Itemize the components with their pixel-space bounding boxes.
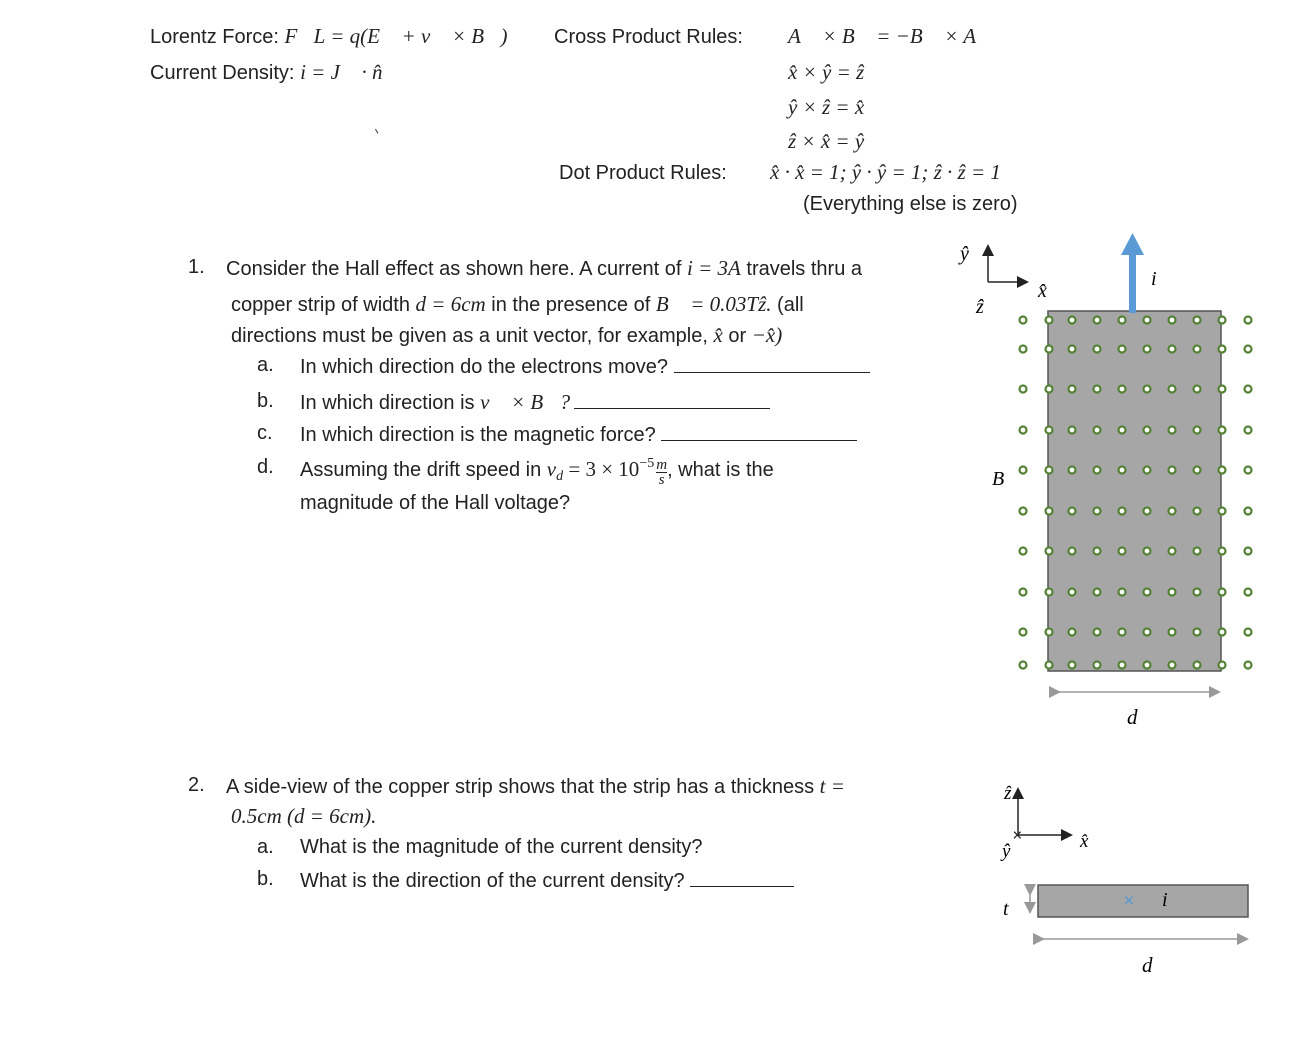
b-field-dot xyxy=(1144,427,1151,434)
current-density-line xyxy=(150,60,382,85)
q2b-answer-blank[interactable] xyxy=(690,868,794,887)
q2-line-2: 0.5cm (d = 6cm). xyxy=(231,804,377,828)
b-field-dot xyxy=(1046,427,1053,434)
x-axis-label: x̂ xyxy=(1080,831,1089,852)
q2-text: A side-view of the copper strip shows that the strip has a thickness xyxy=(226,776,820,798)
b-field-dot xyxy=(1094,548,1101,555)
b-field-dot xyxy=(1020,548,1027,555)
b-field-dot xyxy=(1219,662,1226,669)
dot-product-label: Dot Product Rules: xyxy=(559,162,727,184)
q1a-text xyxy=(300,354,870,379)
q1-text: Consider the Hall effect as shown here. A current of xyxy=(226,258,687,280)
current-arrow-shaft xyxy=(1129,253,1136,313)
b-field-dot xyxy=(1219,589,1226,596)
b-field-dot xyxy=(1094,589,1101,596)
q1a-answer-blank[interactable] xyxy=(674,354,870,373)
lorentz-force-label: Lorentz Force: xyxy=(150,26,279,48)
b-field-dot xyxy=(1144,346,1151,353)
b-field-dot xyxy=(1020,508,1027,515)
b-field-dot xyxy=(1144,467,1151,474)
b-field-dot xyxy=(1119,427,1126,434)
b-field-dot xyxy=(1119,467,1126,474)
q1b-text xyxy=(300,390,770,415)
b-field-dot xyxy=(1020,386,1027,393)
current-arrow-head xyxy=(1121,233,1144,255)
q1d-math-sub: d xyxy=(556,469,564,484)
cross-product-rule-3: ŷ × ẑ = x̂ xyxy=(788,95,865,119)
b-field-dot xyxy=(1046,662,1053,669)
z-axis-label: ẑ xyxy=(1004,783,1012,804)
b-field-dot xyxy=(1194,508,1201,515)
q1a-letter: a. xyxy=(257,354,274,376)
q1-text: travels thru a xyxy=(740,258,863,280)
b-field-dot xyxy=(1245,317,1252,324)
q1b-math: v⃗ × B⃗? xyxy=(480,390,571,414)
dot-product-note: (Everything else is zero) xyxy=(803,193,1018,215)
b-field-dot xyxy=(1144,386,1151,393)
b-field-dot xyxy=(1194,629,1201,636)
q2a-text: What is the magnitude of the current density? xyxy=(300,836,703,858)
q2-number: 2. xyxy=(188,774,205,796)
current-density-label: Current Density: xyxy=(150,62,295,84)
b-field-dot xyxy=(1020,629,1027,636)
b-field-dot xyxy=(1069,317,1076,324)
b-field-dot xyxy=(1245,346,1252,353)
b-field-dot xyxy=(1094,427,1101,434)
q1d-letter: d. xyxy=(257,456,274,478)
q1-current-value: i = 3A xyxy=(687,256,741,280)
b-field-dot xyxy=(1219,548,1226,555)
b-field-dot xyxy=(1094,317,1101,324)
b-field-dot xyxy=(1169,508,1176,515)
b-field-dot xyxy=(1119,629,1126,636)
b-field-dot xyxy=(1094,629,1101,636)
b-field-dot xyxy=(1069,589,1076,596)
q1c-answer-blank[interactable] xyxy=(661,422,857,441)
b-field-dot xyxy=(1144,629,1151,636)
b-field-dot xyxy=(1046,508,1053,515)
b-field-dot xyxy=(1144,317,1151,324)
lorentz-force-expr: F⃗L = q(E⃗ + v⃗ × B⃗) xyxy=(284,24,508,48)
b-field-dot xyxy=(1194,662,1201,669)
b-field-dot xyxy=(1219,629,1226,636)
y-axis-label: ŷ xyxy=(960,243,969,265)
cross-product-rule-2: x̂ × ŷ = ẑ xyxy=(788,60,865,84)
b-field-dot xyxy=(1194,467,1201,474)
q1d-question-cont: , what is the xyxy=(667,459,774,481)
q1a-question: In which direction do the electrons move? xyxy=(300,356,668,378)
hall-effect-top-view xyxy=(940,225,1270,740)
q1d-math-eq: = 3 × 10 xyxy=(563,457,640,481)
b-field-dot xyxy=(1094,508,1101,515)
q1d-text-line2: magnitude of the Hall voltage? xyxy=(300,492,571,514)
width-label: d xyxy=(1142,953,1153,977)
b-field-dot xyxy=(1169,317,1176,324)
q1-text: directions must be given as a unit vector, for example, xyxy=(231,325,714,347)
b-field-dot xyxy=(1245,427,1252,434)
b-field-dot xyxy=(1245,548,1252,555)
b-field-dot xyxy=(1245,467,1252,474)
q1d-math-exp: −5 xyxy=(639,456,655,471)
q1c-text xyxy=(300,422,857,447)
b-field-dot xyxy=(1094,346,1101,353)
current-into-page-icon: × xyxy=(1123,890,1135,912)
cross-product-label: Cross Product Rules: xyxy=(554,26,743,48)
b-field-dot xyxy=(1169,386,1176,393)
b-field-dot xyxy=(1119,317,1126,324)
b-field-dot xyxy=(1069,662,1076,669)
b-field-dot xyxy=(1245,662,1252,669)
b-field-dot xyxy=(1144,508,1151,515)
b-field-dot xyxy=(1169,629,1176,636)
q1d-math-frac xyxy=(656,458,667,487)
z-axis-label: ẑ xyxy=(976,296,984,318)
b-field-dot xyxy=(1020,662,1027,669)
b-field-dot xyxy=(1219,427,1226,434)
b-field-dot xyxy=(1169,467,1176,474)
cross-product-rule-1: A⃗ × B⃗ = −B⃗ × A⃗ xyxy=(788,24,993,48)
q1-example-unit-neg: −x̂) xyxy=(751,323,783,347)
b-field-dot xyxy=(1169,662,1176,669)
q1-line-3 xyxy=(231,323,782,348)
b-field-dot xyxy=(1094,662,1101,669)
q1-text: copper strip of width xyxy=(231,294,416,316)
b-field-dot xyxy=(1119,346,1126,353)
b-field-dot xyxy=(1119,386,1126,393)
b-field-dot xyxy=(1069,629,1076,636)
strip-side-view xyxy=(990,775,1260,985)
b-field-dot xyxy=(1194,346,1201,353)
q1-line-1 xyxy=(226,256,862,281)
b-field-dot xyxy=(1169,589,1176,596)
b-field-dot xyxy=(1219,317,1226,324)
q1-width-value: d = 6cm xyxy=(415,292,486,316)
b-field-dot xyxy=(1144,548,1151,555)
b-field-dot xyxy=(1094,467,1101,474)
b-field-dot xyxy=(1069,508,1076,515)
b-field-dot xyxy=(1069,548,1076,555)
b-field-dot xyxy=(1020,346,1027,353)
q1-example-unit: x̂ xyxy=(713,323,723,347)
q1d-math-v: v xyxy=(546,457,557,481)
current-label: i xyxy=(1151,268,1157,290)
q1d-text xyxy=(300,456,774,487)
b-field-dot xyxy=(1069,467,1076,474)
b-field-dot xyxy=(1194,386,1201,393)
q2b-letter: b. xyxy=(257,868,274,890)
b-field-dot xyxy=(1046,386,1053,393)
q1b-question: In which direction is xyxy=(300,392,481,414)
b-field-dot xyxy=(1194,589,1201,596)
b-field-dot xyxy=(1069,346,1076,353)
q1-number: 1. xyxy=(188,256,205,278)
cross-product-rule-4: ẑ × x̂ = ŷ xyxy=(788,129,865,153)
b-field-label: B⃗ xyxy=(992,468,1020,490)
y-axis-into-page-mark: × xyxy=(1012,825,1023,845)
b-field-dot xyxy=(1046,629,1053,636)
b-field-dot xyxy=(1046,589,1053,596)
q1b-letter: b. xyxy=(257,390,274,412)
b-field-dot xyxy=(1219,467,1226,474)
b-field-dot xyxy=(1119,589,1126,596)
q1-text: (all xyxy=(771,294,804,316)
b-field-dot xyxy=(1020,467,1027,474)
b-field-dot xyxy=(1020,427,1027,434)
b-field-dot xyxy=(1219,508,1226,515)
y-axis-label: ŷ xyxy=(1002,841,1011,862)
b-field-dot xyxy=(1169,427,1176,434)
b-field-dot xyxy=(1046,346,1053,353)
q1-line-2 xyxy=(231,292,804,317)
thickness-label: t xyxy=(1003,898,1009,920)
q1-text: or xyxy=(722,325,752,347)
q2b-text xyxy=(300,868,794,893)
b-field-dot xyxy=(1069,427,1076,434)
b-field-dot xyxy=(1194,548,1201,555)
b-field-dot xyxy=(1020,589,1027,596)
b-field-dot xyxy=(1245,386,1252,393)
q2-thickness-var: t = xyxy=(819,774,845,798)
q1c-letter: c. xyxy=(257,422,273,444)
b-field-dot xyxy=(1194,317,1201,324)
b-field-dot xyxy=(1219,386,1226,393)
b-field-dot xyxy=(1245,508,1252,515)
q2b-question: What is the direction of the current density? xyxy=(300,870,685,892)
q1-text: in the presence of xyxy=(485,294,656,316)
q1-field-value: B⃗ = 0.03Tẑ. xyxy=(655,292,772,316)
b-field-dot xyxy=(1194,427,1201,434)
lorentz-force-line xyxy=(150,24,507,49)
current-label: i xyxy=(1162,889,1168,911)
b-field-dot xyxy=(1144,662,1151,669)
b-field-dot xyxy=(1046,467,1053,474)
b-field-dot xyxy=(1144,589,1151,596)
b-field-dot xyxy=(1119,548,1126,555)
b-field-dot xyxy=(1020,317,1027,324)
b-field-dot xyxy=(1069,386,1076,393)
b-field-dot xyxy=(1046,548,1053,555)
q1d-frac-num: m xyxy=(656,457,668,473)
b-field-dot xyxy=(1219,346,1226,353)
b-field-dot xyxy=(1119,662,1126,669)
b-field-dot xyxy=(1169,548,1176,555)
dot-product-rule: x̂ · x̂ = 1; ŷ · ŷ = 1; ẑ · ẑ = 1 xyxy=(770,160,1001,184)
stray-mark xyxy=(375,127,381,133)
q1d-question: Assuming the drift speed in xyxy=(300,459,547,481)
copper-strip xyxy=(1048,311,1221,671)
width-label: d xyxy=(1127,705,1138,729)
q2-line-1 xyxy=(226,774,845,799)
b-field-dot xyxy=(1119,508,1126,515)
current-density-expr: i = J⃗ · n̂ xyxy=(300,60,383,84)
q2a-letter: a. xyxy=(257,836,274,858)
q1c-question: In which direction is the magnetic force? xyxy=(300,424,656,446)
b-field-dot xyxy=(1094,386,1101,393)
copper-strip-side xyxy=(1038,885,1248,917)
b-field-dot xyxy=(1245,629,1252,636)
x-axis-label: x̂ xyxy=(1038,280,1047,302)
b-field-dot xyxy=(1245,589,1252,596)
q1b-answer-blank[interactable] xyxy=(574,390,770,409)
q1d-frac-den: s xyxy=(658,472,665,488)
b-field-dot xyxy=(1046,317,1053,324)
b-field-dot xyxy=(1169,346,1176,353)
